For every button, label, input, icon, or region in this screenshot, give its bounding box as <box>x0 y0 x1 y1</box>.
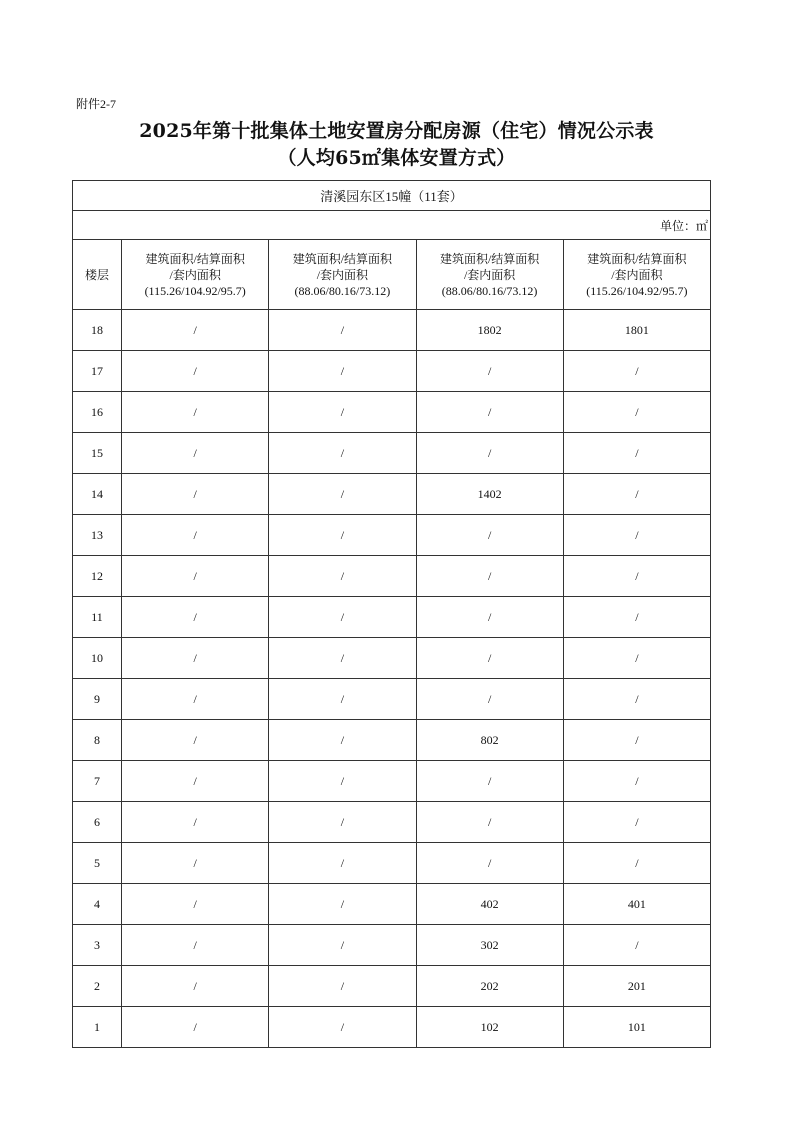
unit-cell: 102 <box>416 1007 563 1048</box>
floor-cell: 6 <box>73 802 122 843</box>
unit-cell: / <box>122 884 269 925</box>
column-header <box>416 240 563 310</box>
unit-cell: / <box>563 433 710 474</box>
unit-cell: / <box>122 638 269 679</box>
unit-cell: 201 <box>563 966 710 1007</box>
housing-allocation-table <box>72 180 711 1048</box>
table-row <box>73 638 711 679</box>
floor-cell: 11 <box>73 597 122 638</box>
table-row <box>73 925 711 966</box>
table-row <box>73 556 711 597</box>
table-row <box>73 802 711 843</box>
unit-cell: / <box>122 351 269 392</box>
unit-cell: / <box>416 679 563 720</box>
page-subtitle: （人均65㎡集体安置方式） <box>277 147 516 169</box>
floor-cell: 15 <box>73 433 122 474</box>
column-header-line: 建筑面积/结算面积 <box>587 251 687 266</box>
floor-cell: 2 <box>73 966 122 1007</box>
unit-cell: / <box>122 843 269 884</box>
unit-cell: / <box>563 556 710 597</box>
unit-cell: / <box>563 802 710 843</box>
unit-cell: / <box>269 925 416 966</box>
table-row <box>73 843 711 884</box>
unit-cell: / <box>122 597 269 638</box>
unit-cell: / <box>122 474 269 515</box>
floor-cell: 14 <box>73 474 122 515</box>
unit-cell: / <box>416 802 563 843</box>
unit-cell: 1802 <box>416 310 563 351</box>
attachment-label: 附件2-7 <box>76 97 116 111</box>
unit-cell: / <box>269 638 416 679</box>
building-name: 清溪园东区15幢（11套） <box>73 181 711 211</box>
table-row <box>73 884 711 925</box>
unit-cell: / <box>269 392 416 433</box>
unit-cell: / <box>122 761 269 802</box>
unit-cell: / <box>416 515 563 556</box>
unit-cell: / <box>563 638 710 679</box>
column-header-line: 建筑面积/结算面积 <box>145 251 245 266</box>
unit-cell: / <box>269 556 416 597</box>
unit-cell: / <box>563 597 710 638</box>
unit-cell: / <box>269 802 416 843</box>
column-header-line: 建筑面积/结算面积 <box>292 251 393 266</box>
unit-cell: / <box>563 351 710 392</box>
unit-cell: / <box>122 802 269 843</box>
floor-cell: 12 <box>73 556 122 597</box>
floor-cell: 13 <box>73 515 122 556</box>
unit-cell: / <box>563 679 710 720</box>
floor-cell: 1 <box>73 1007 122 1048</box>
unit-cell: / <box>563 925 710 966</box>
column-header-area: (88.06/80.16/73.12) <box>441 283 538 298</box>
unit-cell: / <box>269 310 416 351</box>
floor-cell: 7 <box>73 761 122 802</box>
table-row <box>73 966 711 1007</box>
unit-cell: / <box>269 843 416 884</box>
unit-cell: / <box>269 679 416 720</box>
table-row <box>73 720 711 761</box>
unit-cell: / <box>416 843 563 884</box>
unit-cell: / <box>269 351 416 392</box>
unit-cell: 1801 <box>563 310 710 351</box>
floor-cell: 3 <box>73 925 122 966</box>
unit-cell: / <box>269 884 416 925</box>
table-row <box>73 679 711 720</box>
unit-cell: / <box>122 392 269 433</box>
unit-cell: 402 <box>416 884 563 925</box>
unit-cell: / <box>269 515 416 556</box>
column-header-area: (115.26/104.92/95.7) <box>144 283 246 298</box>
unit-cell: / <box>416 433 563 474</box>
unit-cell: / <box>122 433 269 474</box>
table-row <box>73 1007 711 1048</box>
floor-cell: 10 <box>73 638 122 679</box>
column-header-line: /套内面积 <box>169 267 221 282</box>
table-row <box>73 474 711 515</box>
unit-cell: / <box>269 1007 416 1048</box>
floor-cell: 17 <box>73 351 122 392</box>
unit-cell: / <box>416 392 563 433</box>
unit-cell: 202 <box>416 966 563 1007</box>
floor-header: 楼层 <box>73 240 122 310</box>
unit-cell: / <box>563 515 710 556</box>
building-row <box>73 181 711 211</box>
unit-cell: / <box>122 925 269 966</box>
unit-cell: 802 <box>416 720 563 761</box>
unit-cell: / <box>122 679 269 720</box>
unit-cell: / <box>416 597 563 638</box>
column-header-line: /套内面积 <box>316 267 369 282</box>
table-row <box>73 351 711 392</box>
page-title: 2025年第十批集体土地安置房分配房源（住宅）情况公示表 <box>139 120 654 142</box>
column-header-area: (115.26/104.92/95.7) <box>586 283 688 298</box>
floor-cell: 8 <box>73 720 122 761</box>
unit-cell: / <box>269 720 416 761</box>
unit-row <box>73 211 711 240</box>
floor-cell: 9 <box>73 679 122 720</box>
column-header-line: /套内面积 <box>463 267 516 282</box>
unit-cell: 1402 <box>416 474 563 515</box>
table-row <box>73 310 711 351</box>
column-header <box>269 240 416 310</box>
table-row <box>73 597 711 638</box>
unit-cell: / <box>269 597 416 638</box>
unit-cell: 302 <box>416 925 563 966</box>
column-header <box>563 240 710 310</box>
column-header-line: 建筑面积/结算面积 <box>439 251 540 266</box>
column-header-line: /套内面积 <box>611 267 663 282</box>
unit-cell: 401 <box>563 884 710 925</box>
table-row <box>73 515 711 556</box>
unit-cell: / <box>269 433 416 474</box>
unit-note: 单位：㎡ <box>73 211 711 240</box>
unit-cell: / <box>122 310 269 351</box>
floor-cell: 18 <box>73 310 122 351</box>
unit-cell: / <box>122 1007 269 1048</box>
column-header-row <box>73 240 711 310</box>
unit-cell: / <box>269 474 416 515</box>
floor-cell: 4 <box>73 884 122 925</box>
unit-cell: 101 <box>563 1007 710 1048</box>
unit-cell: / <box>122 966 269 1007</box>
unit-cell: / <box>122 720 269 761</box>
table-row <box>73 761 711 802</box>
column-header <box>122 240 269 310</box>
unit-cell: / <box>563 761 710 802</box>
unit-cell: / <box>563 720 710 761</box>
unit-cell: / <box>563 843 710 884</box>
unit-cell: / <box>122 515 269 556</box>
unit-cell: / <box>269 966 416 1007</box>
unit-cell: / <box>122 556 269 597</box>
unit-cell: / <box>416 638 563 679</box>
table-row <box>73 392 711 433</box>
unit-cell: / <box>563 474 710 515</box>
unit-cell: / <box>416 556 563 597</box>
unit-cell: / <box>416 761 563 802</box>
unit-cell: / <box>563 392 710 433</box>
unit-cell: / <box>269 761 416 802</box>
table-row <box>73 433 711 474</box>
unit-cell: / <box>416 351 563 392</box>
floor-cell: 5 <box>73 843 122 884</box>
floor-cell: 16 <box>73 392 122 433</box>
column-header-area: (88.06/80.16/73.12) <box>294 283 391 298</box>
